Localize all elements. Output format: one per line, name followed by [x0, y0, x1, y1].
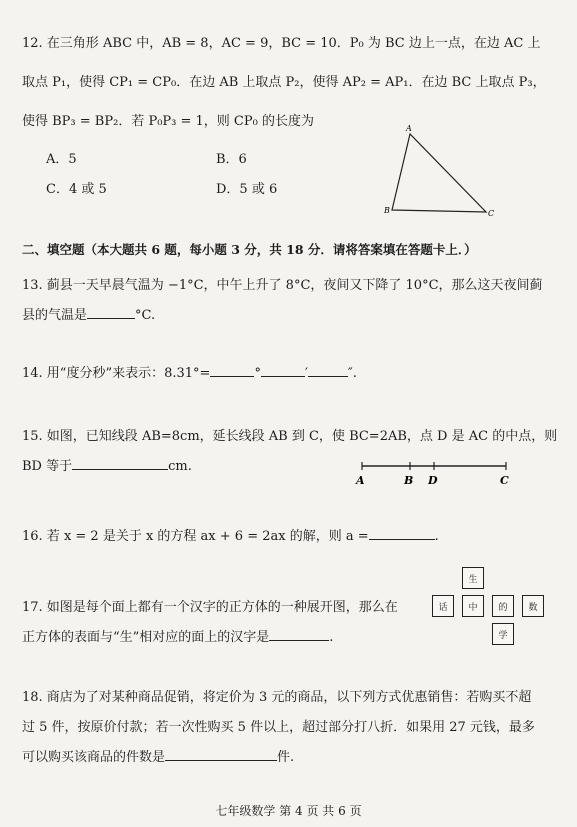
net-cell-top: 生 — [462, 567, 484, 589]
q17-line2-pre: 正方体的表面与“生”相对应的面上的汉字是 — [22, 630, 270, 645]
segment-figure — [348, 456, 518, 490]
q15-line2-pre: BD 等于 — [22, 459, 73, 474]
q12-option-c: C．4 或 5 — [46, 182, 107, 197]
q16-post: . — [434, 529, 439, 544]
segment-label-a: A — [356, 474, 365, 487]
q18-line3-pre: 可以购买该商品的件数是 — [22, 750, 166, 765]
q12-line3: 使得 BP₃ = BP₂．若 P₀P₃ = 1，则 CP₀ 的长度为 — [22, 114, 314, 129]
triangle-label-a: A — [406, 124, 412, 133]
q12-option-d: D．5 或 6 — [216, 182, 278, 197]
q13-line2-post: °C. — [135, 308, 156, 323]
q18-answer-blank[interactable] — [165, 749, 277, 761]
segment-label-d: D — [428, 474, 438, 487]
q12-option-b: B．6 — [216, 152, 247, 167]
triangle-shape — [392, 134, 486, 212]
triangle-label-c: C — [488, 209, 495, 218]
q13-line2-pre: 县的气温是 — [22, 308, 88, 323]
q15-line2-post: cm. — [168, 459, 192, 474]
q12-option-a: A．5 — [46, 152, 77, 167]
q16-answer-blank[interactable] — [369, 528, 435, 540]
q14-sec: ″. — [347, 366, 357, 381]
q13-line1: 13. 蓟县一天早晨气温为 −1°C，中午上升了 8°C，夜间又下降了 10°C，那么这天夜间蓟 — [22, 278, 543, 293]
q14-second-blank[interactable] — [308, 365, 348, 377]
q17-line2 — [22, 626, 333, 645]
q15-answer-blank[interactable] — [72, 458, 168, 470]
q16-line — [22, 525, 439, 544]
q17-line2-post: . — [329, 630, 334, 645]
q18-line3-post: 件. — [277, 750, 295, 765]
page-footer: 七年级数学 第 4 页 共 6 页 — [215, 804, 362, 818]
q17-line1: 17. 如图是每个面上都有一个汉字的正方体的一种展开图，那么在 — [22, 600, 398, 615]
q14-min: ′ — [304, 366, 308, 381]
q14-pre: 14. 用“度分秒”来表示：8.31°= — [22, 366, 211, 381]
triangle-figure — [378, 122, 498, 222]
q14-line — [22, 362, 357, 381]
q14-degree-blank[interactable] — [210, 365, 254, 377]
q16-pre: 16. 若 x = 2 是关于 x 的方程 ax + 6 = 2ax 的解，则 a = — [22, 529, 369, 544]
net-cell-bottom: 学 — [492, 623, 514, 645]
triangle-label-b: B — [384, 206, 390, 215]
net-cell-4: 数 — [522, 595, 544, 617]
q13-line2 — [22, 304, 155, 323]
q15-line2 — [22, 455, 192, 474]
section-title: 二、填空题（本大题共 6 题，每小题 3 分，共 18 分．请将答案填在答题卡上．） — [22, 242, 477, 257]
q13-answer-blank[interactable] — [87, 307, 135, 319]
q15-line1: 15. 如图，已知线段 AB=8cm，延长线段 AB 到 C，使 BC=2AB，点 D 是 AC 的中点，则 — [22, 429, 558, 444]
q12-line1: 12. 在三角形 ABC 中，AB = 8，AC = 9，BC = 10．P₀ 为 BC 边上一点，在边 AC 上 — [22, 36, 541, 51]
q18-line3 — [22, 746, 294, 765]
net-cell-1: 话 — [432, 595, 454, 617]
segment-label-c: C — [500, 474, 509, 487]
segment-label-b: B — [404, 474, 414, 487]
q18-line2: 过 5 件，按原价付款；若一次性购买 5 件以上，超过部分打八折．如果用 27 元钱，最多 — [22, 720, 535, 735]
q18-line1: 18. 商店为了对某种商品促销，将定价为 3 元的商品，以下列方式优惠销售：若购买不超 — [22, 690, 532, 705]
q17-answer-blank[interactable] — [269, 629, 329, 641]
q14-minute-blank[interactable] — [261, 365, 305, 377]
q12-line2: 取点 P₁，使得 CP₁ = CP₀．在边 AB 上取点 P₂，使得 AP₂ = AP₁．在边 BC 上取点 P₃， — [22, 75, 546, 90]
q14-deg: ° — [254, 366, 261, 381]
net-cell-2: 中 — [462, 595, 484, 617]
net-cell-3: 的 — [492, 595, 514, 617]
cube-net — [432, 567, 552, 645]
